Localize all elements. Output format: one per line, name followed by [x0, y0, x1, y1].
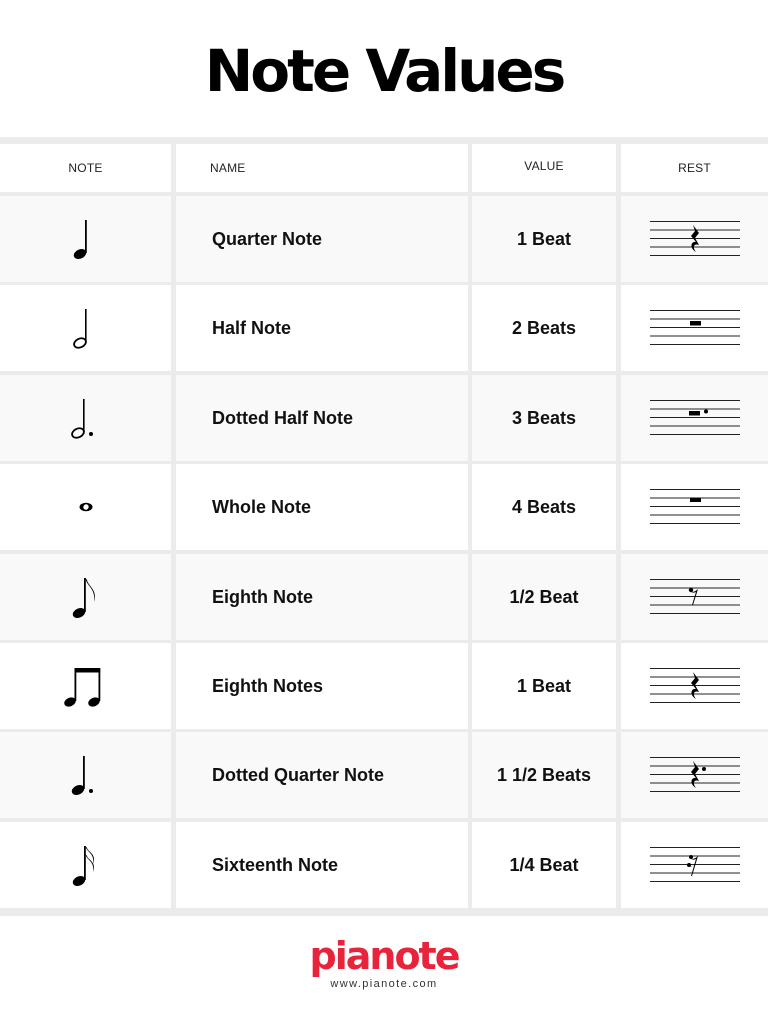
dotted-quarter-rest-icon: [650, 753, 740, 797]
rest-cell: [621, 196, 768, 282]
note-value-cell: [472, 375, 616, 461]
rest-cell: [621, 732, 768, 818]
half-rest-icon: [650, 306, 740, 350]
quarter-rest-icon: [650, 664, 740, 708]
note-cell: [0, 464, 171, 550]
note-name-cell: [176, 643, 468, 729]
note-value-cell: [472, 732, 616, 818]
note-cell: [0, 822, 171, 908]
header-name-label: NAME: [210, 161, 246, 175]
note-cell: [0, 196, 171, 282]
note-name-cell: [176, 554, 468, 640]
note-value: 1 1/2 Beats: [496, 764, 592, 785]
note-name-cell: [176, 375, 468, 461]
quarter-note-icon: [66, 214, 106, 264]
note-name: Eighth Notes: [212, 675, 323, 696]
note-name: Whole Note: [212, 496, 311, 517]
note-cell: [0, 554, 171, 640]
note-cell: [0, 643, 171, 729]
note-name: Half Note: [212, 317, 292, 338]
note-value: 1 Beat: [516, 228, 572, 249]
note-value: 1 Beat: [516, 675, 572, 696]
header-value: [472, 144, 616, 192]
whole-rest-icon: [650, 485, 740, 529]
half-note-icon: [66, 303, 106, 353]
note-name: Dotted Quarter Note: [212, 764, 385, 785]
note-value-cell: [472, 554, 616, 640]
sixteenth-rest-icon: [650, 843, 740, 887]
header-note-label: NOTE: [68, 161, 103, 175]
note-name: Eighth Note: [212, 586, 313, 607]
sixteenth-note-icon: [66, 840, 106, 890]
dotted-half-note-icon: [66, 393, 106, 443]
rest-cell: [621, 643, 768, 729]
header-rest-label: REST: [678, 161, 711, 175]
note-value: 3 Beats: [511, 407, 577, 428]
note-name: Sixteenth Note: [212, 854, 339, 875]
eighth-note-icon: [66, 572, 106, 622]
header-rest: [621, 144, 768, 192]
note-cell: [0, 375, 171, 461]
note-value: 1/4 Beat: [509, 854, 579, 875]
note-name-cell: [176, 196, 468, 282]
note-value: 1/2 Beat: [509, 586, 579, 607]
quarter-rest-icon: [650, 217, 740, 261]
note-value-cell: [472, 643, 616, 729]
beamed-eighth-notes-icon: [61, 661, 111, 711]
note-name: Quarter Note: [212, 228, 323, 249]
footer-url: www.pianote.com: [330, 978, 438, 990]
note-name: Dotted Half Note: [212, 407, 353, 428]
page-title: Note Values: [204, 37, 564, 105]
eighth-rest-icon: [650, 575, 740, 619]
dotted-half-rest-icon: [650, 396, 740, 440]
note-value-cell: [472, 822, 616, 908]
pianote-logo: pianote: [309, 934, 459, 978]
note-name-cell: [176, 732, 468, 818]
note-name-cell: [176, 822, 468, 908]
note-value: 2 Beats: [511, 317, 577, 338]
note-name-cell: [176, 464, 468, 550]
note-name-cell: [176, 285, 468, 371]
rest-cell: [621, 464, 768, 550]
note-value: 4 Beats: [511, 496, 577, 517]
note-value-cell: [472, 285, 616, 371]
whole-note-icon: [66, 482, 106, 532]
header-note: [0, 144, 171, 192]
note-value-cell: [472, 196, 616, 282]
rest-cell: [621, 375, 768, 461]
rest-cell: [621, 554, 768, 640]
rest-cell: [621, 822, 768, 908]
note-value-cell: [472, 464, 616, 550]
rest-cell: [621, 285, 768, 371]
dotted-quarter-note-icon: [66, 750, 106, 800]
note-values-table: [0, 137, 768, 916]
header-name: [176, 144, 468, 192]
note-cell: [0, 732, 171, 818]
note-cell: [0, 285, 171, 371]
header-value-label: VALUE: [524, 159, 564, 173]
